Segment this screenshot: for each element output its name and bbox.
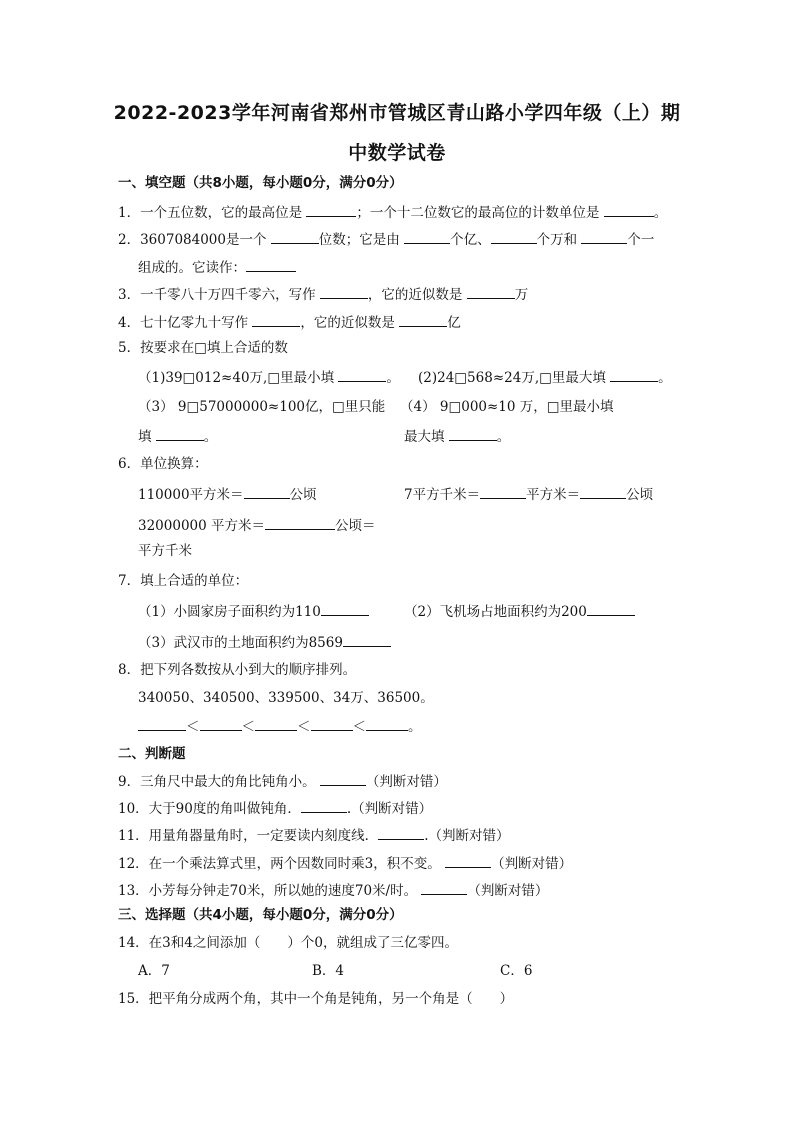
answer-blank[interactable] — [255, 716, 297, 731]
answer-blank[interactable] — [480, 484, 526, 499]
answer-blank[interactable] — [306, 202, 356, 217]
question-5-part-4: （4） 9□000≈10 万，□里最小填 — [400, 399, 614, 415]
answer-blank[interactable] — [587, 601, 635, 616]
answer-blank[interactable] — [421, 880, 467, 895]
question-15: 15．把平角分成两个角，其中一个角是钝角，另一个角是（ ） — [118, 991, 514, 1007]
question-8-ordering: ＜ ＜ ＜ ＜ 。 — [138, 716, 422, 736]
answer-blank[interactable] — [338, 367, 386, 382]
answer-blank[interactable] — [491, 229, 537, 244]
question-7-part-1: （1）小圆家房子面积约为110 — [138, 601, 369, 621]
question-9: 9．三角尺中最大的角比钝角小。 （判断对错） — [118, 771, 447, 791]
question-5-part-1: （1)39□012≈40万,□里最小填 。 — [138, 367, 400, 387]
question-14-option-c[interactable]: C．6 — [500, 963, 533, 979]
question-6-item-1: 110000平方米＝ 公顷 — [138, 484, 317, 504]
question-6: 6．单位换算： — [118, 456, 208, 472]
answer-blank[interactable] — [604, 202, 654, 217]
answer-blank[interactable] — [378, 825, 424, 840]
question-6-item-3-cont: 平方千米 — [138, 543, 192, 559]
question-7: 7．填上合适的单位： — [118, 573, 249, 589]
question-3: 3．一千零八十万四千零六，写作 ，它的近似数是 万 — [118, 284, 528, 304]
answer-blank[interactable] — [301, 798, 347, 813]
question-5-part-3-cont: 填 。 — [138, 426, 217, 446]
question-6-item-3: 32000000 平方米＝ 公顷＝ — [138, 515, 376, 535]
answer-blank[interactable] — [580, 484, 626, 499]
question-5: 5．按要求在□填上合适的数 — [118, 340, 288, 356]
answer-blank[interactable] — [366, 716, 408, 731]
answer-blank[interactable] — [265, 515, 335, 530]
answer-blank[interactable] — [271, 229, 319, 244]
exam-title-line-2: 中数学试卷 — [348, 142, 446, 164]
answer-blank[interactable] — [581, 229, 627, 244]
answer-blank[interactable] — [445, 853, 491, 868]
answer-blank[interactable] — [311, 716, 353, 731]
question-2-cont: 组成的。它读作： — [138, 257, 296, 277]
answer-blank[interactable] — [467, 284, 515, 299]
question-12: 12．在一个乘法算式里，两个因数同时乘3，积不变。 （判断对错） — [118, 853, 572, 873]
answer-blank[interactable] — [610, 367, 658, 382]
question-5-part-2: (2)24□568≈24万,□里最大填 。 — [418, 367, 672, 387]
exam-title-line-1: 2022-2023学年河南省郑州市管城区青山路小学四年级（上）期 — [113, 102, 681, 124]
answer-blank[interactable] — [244, 484, 290, 499]
section-heading-multiple-choice: 三、选择题（共4小题，每小题0分，满分0分） — [118, 907, 403, 923]
answer-blank[interactable] — [404, 229, 450, 244]
question-4: 4．七十亿零九十写作 ，它的近似数是 亿 — [118, 312, 461, 332]
section-heading-true-false: 二、判断题 — [118, 746, 186, 762]
answer-blank[interactable] — [246, 257, 296, 272]
question-14-option-a[interactable]: A．7 — [138, 963, 170, 979]
answer-blank[interactable] — [138, 716, 186, 731]
answer-blank[interactable] — [156, 426, 204, 441]
answer-blank[interactable] — [321, 601, 369, 616]
answer-blank[interactable] — [200, 716, 242, 731]
question-8-numbers: 340050、340500、339500、34万、36500。 — [138, 690, 434, 706]
answer-blank[interactable] — [320, 284, 368, 299]
question-7-part-2: （2）飞机场占地面积约为200 — [404, 601, 635, 621]
question-10: 10．大于90度的角叫做钝角． .（判断对错） — [118, 798, 432, 818]
answer-blank[interactable] — [399, 312, 447, 327]
question-7-part-3: （3）武汉市的土地面积约为8569 — [138, 632, 391, 652]
answer-blank[interactable] — [320, 771, 366, 786]
question-1: 1．一个五位数，它的最高位是 ；一个十二位数它的最高位的计数单位是 。 — [118, 202, 667, 222]
answer-blank[interactable] — [343, 632, 391, 647]
question-2: 2．3607084000是一个 位数；它是由 个亿、 个万和 个一 — [118, 229, 654, 249]
question-6-item-2: 7平方千米＝ 平方米＝ 公顷 — [404, 484, 653, 504]
question-13: 13．小芳每分钟走70米，所以她的速度70米/时。 （判断对错） — [118, 880, 548, 900]
question-14-option-b[interactable]: B．4 — [312, 963, 345, 979]
question-5-part-4-cont: 最大填 。 — [404, 426, 510, 446]
question-11: 11．用量角器量角时，一定要读内刻度线． .（判断对错） — [118, 825, 509, 845]
answer-blank[interactable] — [252, 312, 300, 327]
section-heading-fill-in: 一、填空题（共8小题，每小题0分，满分0分） — [118, 175, 403, 191]
question-14: 14．在3和4之间添加（ ）个0，就组成了三亿零四。 — [118, 935, 458, 951]
answer-blank[interactable] — [449, 426, 497, 441]
question-8: 8．把下列各数按从小到大的顺序排列。 — [118, 662, 357, 678]
question-5-part-3: （3） 9□57000000≈100亿，□里只能 — [138, 399, 386, 415]
